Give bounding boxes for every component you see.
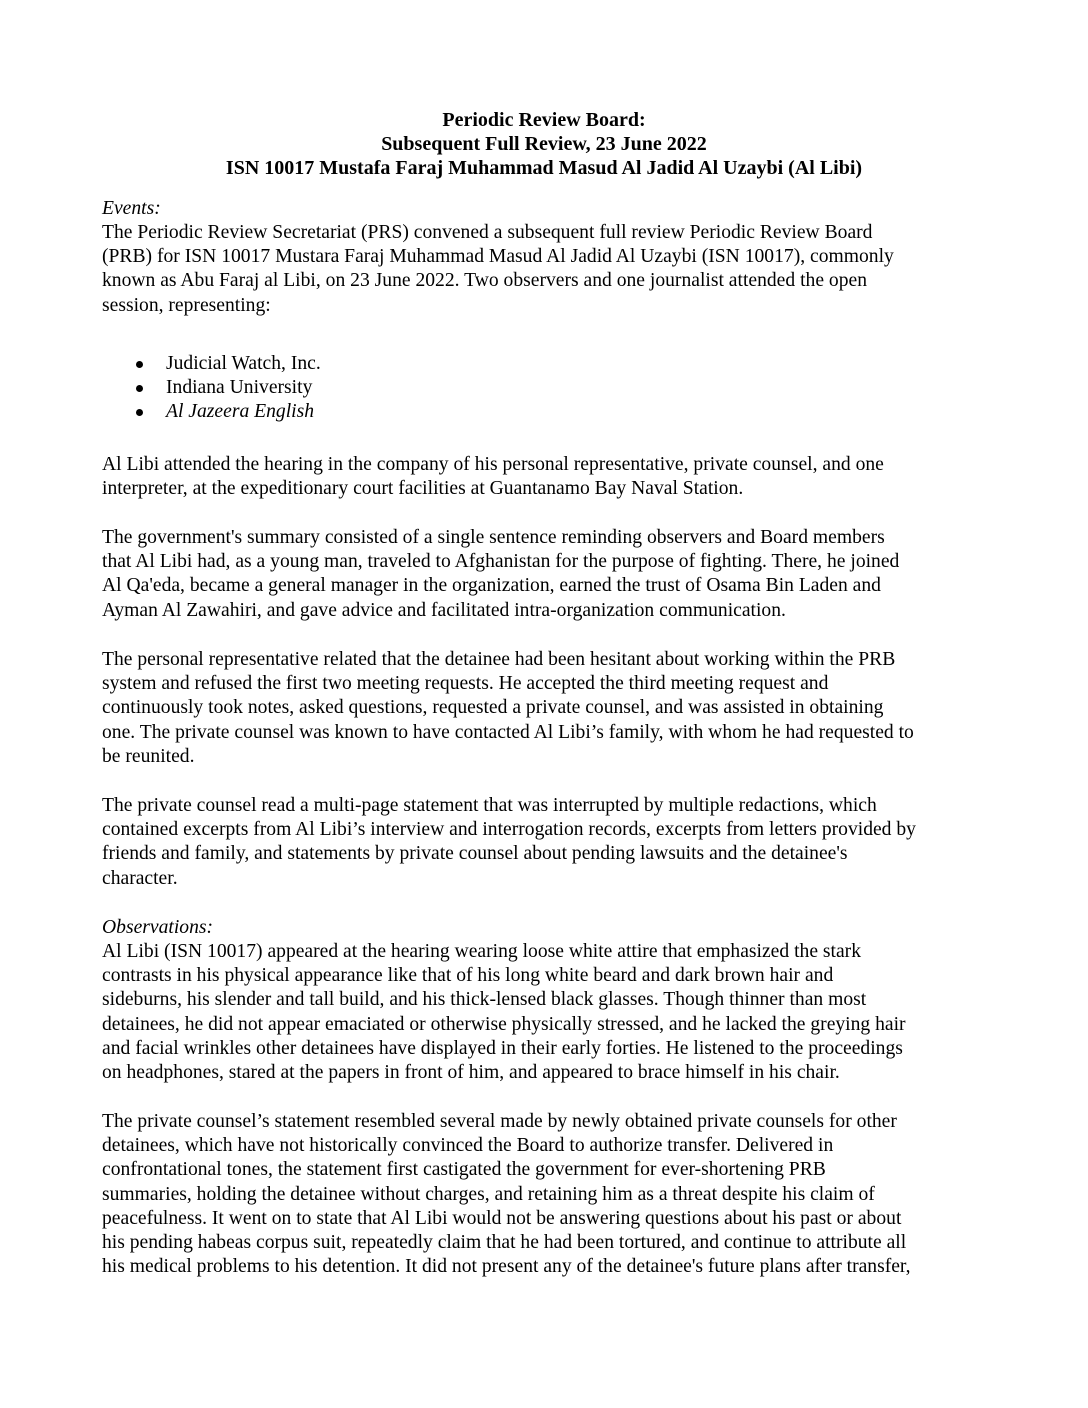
observations-heading: Observations: [102, 917, 214, 938]
text-line: continuously took notes, asked questions, requested a private counsel, and was assisted in obtaining [102, 697, 884, 719]
text-line: his medical problems to his detention. It did not present any of the detainee's future plans after transfer, [102, 1256, 911, 1278]
attendance-paragraph [102, 453, 1002, 501]
text-line: The Periodic Review Secretariat (PRS) convened a subsequent full review Periodic Review Board [102, 222, 873, 243]
text-line: contained excerpts from Al Libi’s interview and interrogation records, excerpts from letters provided by [102, 819, 916, 841]
text-line: be reunited. [102, 745, 195, 767]
text-line: detainees, which have not historically convinced the Board to authorize transfer. Delivered in [102, 1135, 834, 1157]
text-line: The government's summary consisted of a single sentence reminding observers and Board members [102, 527, 885, 548]
appearance-paragraph [102, 940, 1002, 1085]
text-line: Al Libi (ISN 10017) appeared at the hearing wearing loose white attire that emphasized the stark [102, 941, 861, 962]
text-line: that Al Libi had, as a young man, traveled to Afghanistan for the purpose of fighting. There, he joined [102, 551, 900, 573]
text-line: Ayman Al Zawahiri, and gave advice and facilitated intra-organization communication. [102, 599, 786, 621]
counsel-statement-observation-paragraph [102, 1110, 1002, 1279]
text-line: (PRB) for ISN 10017 Mustara Faraj Muhammad Masud Al Jadid Al Uzaybi (ISN 10017), commonly [102, 246, 894, 268]
text-line: sideburns, his slender and tall build, and his thick-lensed black glasses. Though thinner than most [102, 989, 867, 1011]
list-item: Indiana University [136, 376, 321, 400]
text-line: peacefulness. It went on to state that Al Libi would not be answering questions about his past or about [102, 1207, 902, 1229]
list-item: Judicial Watch, Inc. [136, 352, 321, 376]
events-intro-paragraph [102, 221, 1002, 318]
events-heading: Events: [102, 198, 161, 219]
text-line: on headphones, stared at the papers in front of him, and appeared to brace himself in his chair. [102, 1061, 840, 1083]
title-line-board: Periodic Review Board: [442, 109, 646, 131]
bullet-icon [136, 361, 143, 368]
title-line-review-date: Subsequent Full Review, 23 June 2022 [381, 133, 707, 155]
text-line: session, representing: [102, 294, 271, 316]
text-line: interpreter, at the expeditionary court facilities at Guantanamo Bay Naval Station. [102, 478, 744, 500]
text-line: summaries, holding the detainee without charges, and retaining him as a threat despite his claim of [102, 1183, 875, 1205]
text-line: The personal representative related that the detainee had been hesitant about working within the PRB [102, 649, 896, 670]
text-line: The private counsel read a multi-page statement that was interrupted by multiple redactions, which [102, 795, 877, 816]
text-line: and facial wrinkles other detainees have displayed in their early forties. He listened to the proceedings [102, 1037, 903, 1059]
text-line: Al Libi attended the hearing in the company of his personal representative, private counsel, and one [102, 454, 884, 475]
title-line-detainee: ISN 10017 Mustafa Faraj Muhammad Masud Al Jadid Al Uzaybi (Al Libi) [225, 157, 863, 179]
private-counsel-paragraph [102, 794, 1002, 891]
list-item: Al Jazeera English [136, 400, 321, 424]
text-line: Al Qa'eda, became a general manager in the organization, earned the trust of Osama Bin Laden and [102, 575, 881, 597]
text-line: friends and family, and statements by private counsel about pending lawsuits and the detainee's [102, 843, 848, 865]
text-line: character. [102, 867, 178, 889]
attendee-list [136, 352, 321, 425]
document-title [0, 108, 1088, 180]
text-line: his pending habeas corpus suit, repeatedly claim that he had been tortured, and continue to attribute all [102, 1231, 907, 1253]
government-summary-paragraph [102, 526, 1002, 623]
text-line: contrasts in his physical appearance like that of his long white beard and dark brown hair and [102, 965, 834, 987]
bullet-icon [136, 385, 143, 392]
text-line: one. The private counsel was known to have contacted Al Libi’s family, with whom he had requested to [102, 721, 914, 743]
text-line: The private counsel’s statement resembled several made by newly obtained private counsels for other [102, 1111, 897, 1132]
text-line: confrontational tones, the statement first castigated the government for ever-shortening PRB [102, 1159, 826, 1181]
personal-representative-paragraph [102, 648, 1002, 769]
text-line: detainees, he did not appear emaciated or otherwise physically stressed, and he lacked the greying hair [102, 1013, 906, 1035]
text-line: system and refused the first two meeting requests. He accepted the third meeting request and [102, 673, 829, 695]
text-line: known as Abu Faraj al Libi, on 23 June 2022. Two observers and one journalist attended the open [102, 270, 867, 292]
bullet-icon [136, 409, 143, 416]
